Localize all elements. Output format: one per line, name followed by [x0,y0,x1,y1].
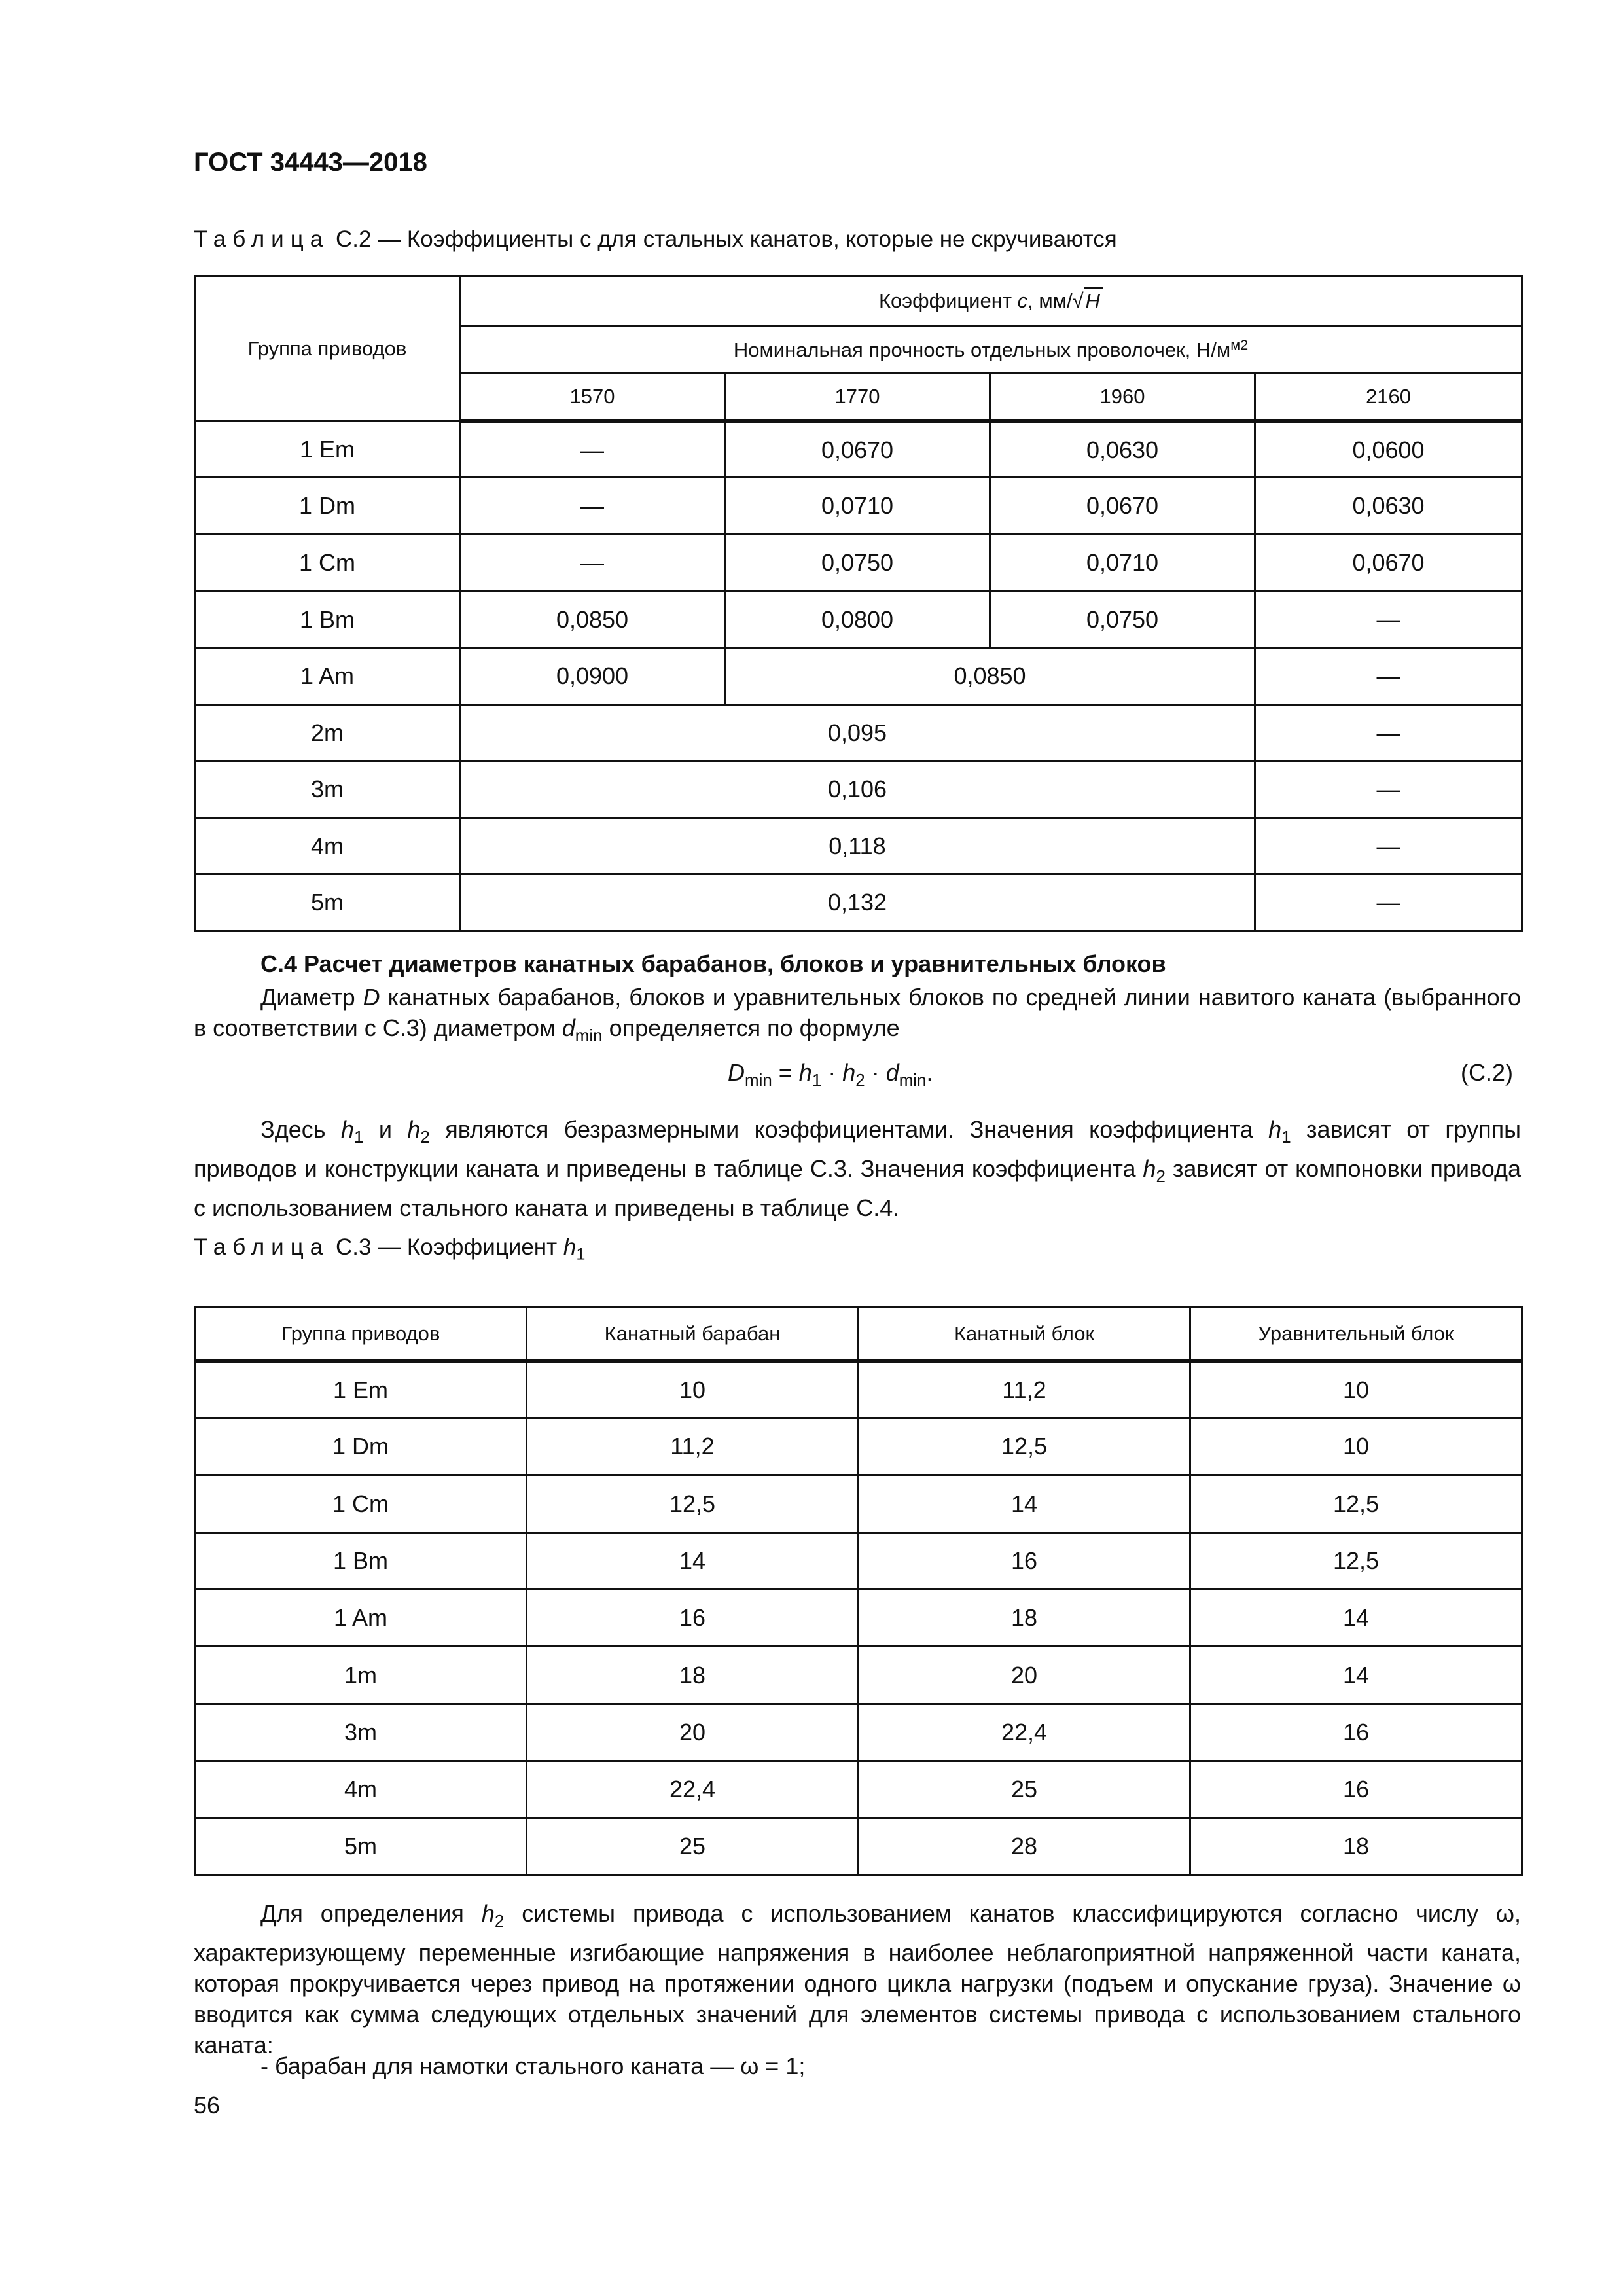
table-row: 1 Cm — 0,0750 0,0710 0,0670 [195,535,1522,592]
document-code: ГОСТ 34443—2018 [194,148,427,177]
header-coefficient: Коэффициент c, мм/√H [460,276,1522,326]
table-row: 1 Em — 0,0670 0,0630 0,0600 [195,422,1522,478]
list-item: - барабан для намотки стального каната — ω = 1; [260,2053,806,2079]
table-row: 4m 0,118 — [195,818,1522,874]
table-row: 1 Bm 0,0850 0,0800 0,0750 — [195,592,1522,648]
header-group: Группа приводов [195,276,460,422]
table-row: 1 Bm 14 16 12,5 [195,1533,1522,1590]
table-row: 4m 22,4 25 16 [195,1761,1522,1818]
table-c3-caption: Таблица С.3 — Коэффициент $h_1$ [194,1234,586,1264]
page-number: 56 [194,2092,221,2119]
formula-c2: $D_{min} = h_1 \cdot h_2 \cdot d_{min}$. [728,1059,933,1090]
sqrt-symbol: √H [1073,289,1103,313]
table-row: 1 Em 10 11,2 10 [195,1361,1522,1418]
header-strength: Номинальная прочность отдельных проволочек, $Н/м^{м2}$ [460,326,1522,373]
table-row: 1 Am 0,0900 0,0850 — [195,648,1522,705]
header-group: Группа приводов [195,1308,527,1361]
header-1570: 1570 [460,373,725,422]
paragraph-3: Для определения $h_2$ системы привода с использованием канатов классифицируются согласно числу ω, характеризующему переменные изгибающие напряжения в наиболее неблагоприятной напряженной части каната, которая прокручивается через привод на протяжении одного цикла нагрузки (подъем и опускание груза). Значение ω вводится как сумма следующих отдельных значений для элементов системы привода с использованием стального каната: [194,1900,1521,2058]
header-block: Канатный блок [859,1308,1190,1361]
table-row: 3m 20 22,4 16 [195,1704,1522,1761]
section-heading: С.4 Расчет диаметров канатных барабанов, блоков и уравнительных блоков [260,950,1166,977]
table-c2-caption [194,226,1117,253]
header-2160: 2160 [1255,373,1522,422]
table-row: 1 Dm 11,2 12,5 10 [195,1418,1522,1475]
paragraph-2: Здесь $h_1$ и $h_2$ являются безразмерными коэффициентами. Значения коэффициента $h_1$ зависят от группы приводов и конструкции каната и приведены в таблице С.3. Значения коэффициента $h_2$ зависят от компоновки привода с использованием стального каната и приведены в таблице С.4. [194,1116,1521,1221]
table-c3 [194,1306,1523,1876]
table-row: 1 Dm — 0,0710 0,0670 0,0630 [195,478,1522,535]
table-label: Таблица [194,1234,330,1260]
table-row: 1 Cm 12,5 14 12,5 [195,1475,1522,1533]
formula-number: (С.2) [1461,1059,1513,1086]
header-equalizer: Уравнительный блок [1190,1308,1522,1361]
table-row: 5m 0,132 — [195,874,1522,931]
table-row: 3m 0,106 — [195,761,1522,818]
table-label: Таблица [194,226,330,252]
header-1960: 1960 [990,373,1255,422]
table-row: 1m 18 20 14 [195,1647,1522,1704]
header-drum: Канатный барабан [527,1308,859,1361]
caption-text: С.2 — Коэффициенты c для стальных канатов, которые не скручиваются [335,226,1117,252]
table-row: 1 Am 16 18 14 [195,1590,1522,1647]
table-row: 2m 0,095 — [195,705,1522,761]
paragraph-1: Диаметр D канатных барабанов, блоков и уравнительных блоков по средней линии навитого каната (выбранного в соответствии с С.3) диаметром $d_{min}$ определяется по формуле [194,984,1522,1045]
table-row: 5m 25 28 18 [195,1818,1522,1875]
table-c2 [194,275,1523,932]
header-1770: 1770 [725,373,990,422]
